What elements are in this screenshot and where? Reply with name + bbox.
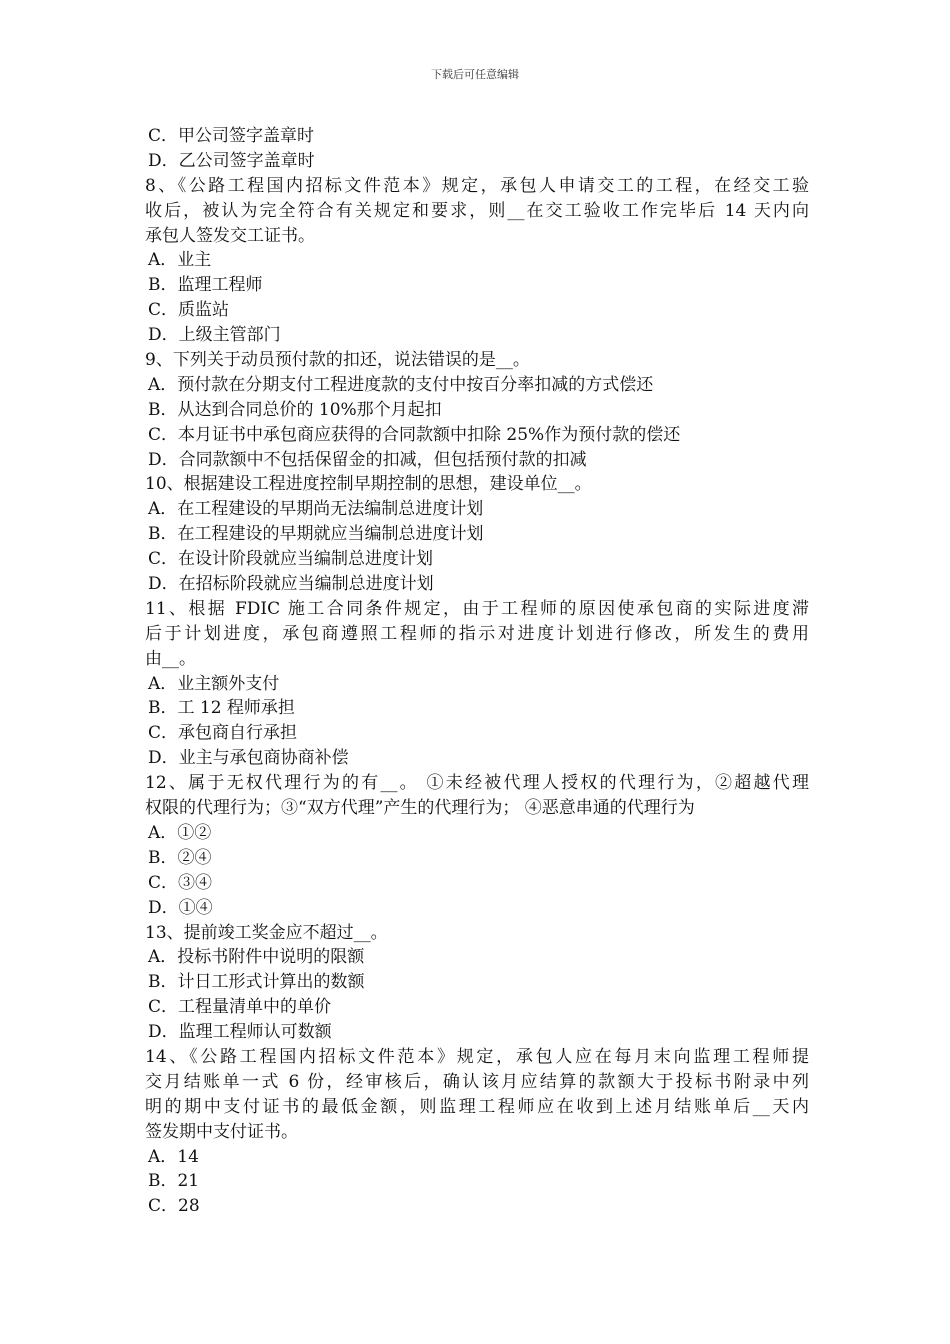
question-text: 交月结账单一式 6 份，经审核后，确认该月应结算的款额大于投标书附录中列 bbox=[145, 1071, 809, 1092]
answer-option: C．甲公司签字盖章时 bbox=[148, 126, 315, 146]
question-text: 后于计划进度，承包商遵照工程师的指示对进度计划进行修改，所发生的费用 bbox=[145, 623, 809, 644]
answer-option: A．业主 bbox=[148, 250, 212, 271]
answer-option: C．承包商自行承担 bbox=[148, 723, 298, 744]
answer-option: D．在招标阶段就应当编制总进度计划 bbox=[148, 574, 434, 595]
document-body bbox=[145, 124, 809, 1219]
answer-option: C．工程量清单中的单价 bbox=[148, 997, 332, 1018]
page-header: 下载后可任意编辑 bbox=[431, 68, 519, 81]
answer-option: D．乙公司签字盖章时 bbox=[148, 150, 315, 171]
question-text: 承包人签发交工证书。 bbox=[145, 225, 315, 246]
answer-option: D．监理工程师认可数额 bbox=[148, 1022, 332, 1043]
question-text: 12、属于无权代理行为的有__。 ①未经被代理人授权的代理行为，②超越代理 bbox=[145, 773, 809, 794]
answer-option: A．投标书附件中说明的限额 bbox=[148, 947, 365, 968]
answer-option: D．上级主管部门 bbox=[148, 325, 281, 346]
answer-option: B．在工程建设的早期就应当编制总进度计划 bbox=[148, 524, 484, 545]
question-text: 10、根据建设工程进度控制早期控制的思想，建设单位__。 bbox=[145, 474, 592, 495]
answer-option: C．在设计阶段就应当编制总进度计划 bbox=[148, 549, 434, 570]
question-text: 权限的代理行为；③“双方代理”产生的代理行为； ④恶意串通的代理行为 bbox=[145, 798, 695, 819]
answer-option: A．预付款在分期支付工程进度款的支付中按百分率扣减的方式偿还 bbox=[148, 374, 654, 395]
answer-option: D．合同款额中不包括保留金的扣减，但包括预付款的扣减 bbox=[148, 449, 587, 470]
answer-option: C．③④ bbox=[148, 872, 213, 893]
question-text: 11、根据 FDIC 施工合同条件规定，由于工程师的原因使承包商的实际进度滞 bbox=[145, 598, 809, 619]
question-text: 14、《公路工程国内招标文件范本》规定，承包人应在每月末向监理工程师提 bbox=[145, 1046, 809, 1067]
answer-option: B．计日工形式计算出的数额 bbox=[148, 972, 365, 993]
question-text: 8、《公路工程国内招标文件范本》规定，承包人申请交工的工程，在经交工验 bbox=[145, 175, 809, 196]
answer-option: A．14 bbox=[148, 1146, 199, 1167]
answer-option: C．本月证书中承包商应获得的合同款额中扣除 25%作为预付款的偿还 bbox=[148, 424, 681, 445]
answer-option: B．从达到合同总价的 10%那个月起扣 bbox=[148, 399, 442, 420]
answer-option: D．业主与承包商协商补偿 bbox=[148, 748, 349, 769]
answer-option: B．21 bbox=[148, 1171, 200, 1192]
answer-option: B．②④ bbox=[148, 847, 212, 868]
answer-option: A．在工程建设的早期尚无法编制总进度计划 bbox=[148, 499, 484, 520]
answer-option: C．28 bbox=[148, 1196, 200, 1217]
answer-option: A．业主额外支付 bbox=[148, 673, 280, 694]
answer-option: B．工 12 程师承担 bbox=[148, 698, 295, 719]
question-text: 由__。 bbox=[145, 648, 196, 669]
question-text: 收后，被认为完全符合有关规定和要求，则__在交工验收工作完毕后 14 天内向 bbox=[145, 200, 809, 221]
question-text: 明的期中支付证书的最低金额，则监理工程师应在收到上述月结账单后__天内 bbox=[145, 1096, 809, 1117]
question-text: 签发期中支付证书。 bbox=[145, 1121, 298, 1142]
question-text: 9、下列关于动员预付款的扣还，说法错误的是__。 bbox=[145, 350, 530, 371]
answer-option: D．①④ bbox=[148, 897, 213, 918]
answer-option: C．质监站 bbox=[148, 300, 230, 321]
answer-option: A．①② bbox=[148, 822, 212, 843]
question-text: 13、提前竣工奖金应不超过__。 bbox=[145, 922, 388, 943]
answer-option: B．监理工程师 bbox=[148, 275, 263, 296]
